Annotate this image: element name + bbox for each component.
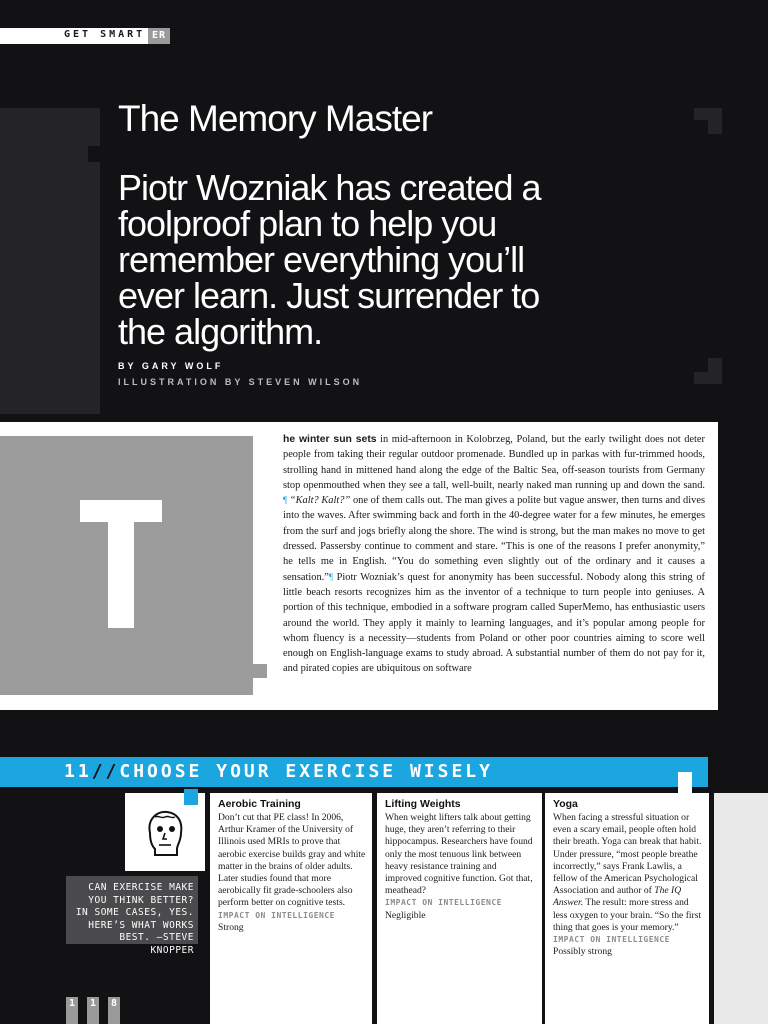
illustration-credit: ILLUSTRATION BY STEVEN WILSON bbox=[118, 377, 363, 387]
decor-bracket-top-right-tab bbox=[694, 108, 708, 120]
column-text-1: When facing a stressful situation or even a scary email, people often hold their breath. Yoga can break that habit. Under pressure, “most people breathe incorrectly,” says Frank Lawlis, a fellow of the American Psychological Association and author of bbox=[553, 812, 702, 897]
dropcap-notch bbox=[253, 664, 267, 678]
decor-block-left-notch bbox=[88, 146, 104, 162]
dropcap-notch-inner bbox=[253, 678, 267, 695]
article-title: The Memory Master bbox=[118, 98, 433, 139]
impact-label: IMPACT ON INTELLIGENCE bbox=[218, 910, 335, 920]
icon-tab bbox=[184, 789, 198, 805]
article-body-1: in mid-afternoon in Kolobrzeg, Poland, but the early twilight does not deter people from taking their regular outdoor promenade. Bundled up in parkas with fur-trimmed hoods, strolling hand in mittened hand along the edge of the Baltic Sea, off-season tourists from Germany stop openmouthed when they see a tall, well-built, nearly naked man running up and down the sand. bbox=[283, 434, 706, 491]
dropcap-letter bbox=[80, 500, 162, 628]
column-text: Don’t cut that PE class! In 2006, Arthur Kramer of the University of Illinois used MRIs to prove that aerobic exercise builds gray and white matter in the brains of older adults. Later studies found that more aerobically fit grade-schoolers also perform better on cognitive tests. bbox=[218, 812, 366, 909]
column-title: Lifting Weights bbox=[385, 798, 461, 810]
sidebar-title bbox=[64, 761, 493, 782]
section-label-main: GET SMART bbox=[64, 29, 146, 40]
section-label bbox=[0, 28, 170, 44]
column-title: Yoga bbox=[553, 798, 578, 810]
impact-value: Strong bbox=[218, 921, 244, 933]
column-yoga bbox=[545, 793, 709, 1024]
sidebar-title-text: CHOOSE YOUR EXERCISE WISELY bbox=[119, 761, 493, 782]
impact-label: IMPACT ON INTELLIGENCE bbox=[553, 935, 670, 945]
section-label-tail: ER bbox=[148, 28, 170, 44]
paragraph-mark: ¶ bbox=[283, 495, 288, 506]
article-body-3: Piotr Wozniak’s quest for anonymity has been successful. Nobody along this string of little beach resorts recognizes him as the inventor of a technique to turn people into geniuses. A portion of this technique, embodied in a software program called SuperMemo, has enthusiastic users around the world. They apply it mainly to learning languages, and it’s popular among people for whom fluency is a necessity—students from Poland or other poor countries aiming to score well enough on English-language exams to study abroad. A substantial number of them do not pay for it, and pirated copies are ubiquitous on software bbox=[283, 571, 705, 675]
decor-bracket-bottom-right bbox=[708, 358, 722, 384]
impact-label: IMPACT ON INTELLIGENCE bbox=[385, 898, 502, 908]
article-body bbox=[283, 432, 705, 677]
column-aerobic bbox=[210, 793, 372, 1024]
decor-bracket-bottom-right-tab bbox=[694, 372, 708, 384]
impact-value: Possibly strong bbox=[553, 946, 612, 958]
byline: BY GARY WOLF bbox=[118, 361, 224, 371]
column-weights bbox=[377, 793, 542, 1024]
column-body bbox=[385, 812, 535, 922]
column-title: Aerobic Training bbox=[218, 798, 301, 810]
paragraph-mark: ¶ bbox=[328, 571, 333, 582]
article-deck: Piotr Wozniak has created a foolproof plan to help you remember everything you’ll ever learn. Just surrender to the algorithm. bbox=[118, 167, 541, 352]
decor-block-left bbox=[0, 108, 100, 414]
column-body bbox=[218, 812, 366, 934]
impact-value: Negligible bbox=[385, 909, 426, 921]
sidebar-number: 11 bbox=[64, 761, 92, 782]
page-number-digit: 1 bbox=[66, 997, 78, 1024]
page-number-digit: 1 bbox=[87, 997, 99, 1024]
decor-bracket-top-right bbox=[708, 108, 722, 134]
column-text-2: The result: more stress and less oxygen to your brain. “So the first thing that goes is your memory.” bbox=[553, 897, 702, 933]
sidebar-teaser-text: CAN EXERCISE MAKE YOU THINK BETTER? IN SOME CASES, YES. HERE’S WHAT WORKS BEST. —STEVE KNOPPER bbox=[75, 882, 194, 956]
column-text: When weight lifters talk about getting huge, they aren’t referring to their hippocampus. Researchers have found only the most tenuous link between heavy resistance training and improved cognitive function. Got that, meathead? bbox=[385, 812, 533, 897]
sidebar-teaser bbox=[66, 876, 198, 956]
column-body bbox=[553, 812, 703, 958]
page-number-digit: 8 bbox=[108, 997, 120, 1024]
column-text bbox=[553, 812, 703, 934]
article-lead: he winter sun sets bbox=[283, 434, 377, 445]
article-body-2: one of them calls out. The man gives a polite but vague answer, then turns and dives into the waves. After swimming back and forth in the 40-degree water for a few minutes, he emerges from the surf and jogs briefly along the shore. The wind is strong, but the man makes no move to get dressed. Passersby continue to comment and stare. “This is one of the reasons I prefer anonymity,” he tells me in English. “You do something even slightly out of the ordinary and it causes a sensation.” bbox=[283, 495, 705, 583]
book-title: The IQ Answer. bbox=[553, 885, 682, 909]
side-panel bbox=[714, 793, 768, 1024]
sidebar-slashes: // bbox=[91, 761, 120, 782]
dropcap-stem bbox=[108, 500, 134, 628]
article-quote: “Kalt? Kalt?” bbox=[287, 495, 351, 507]
